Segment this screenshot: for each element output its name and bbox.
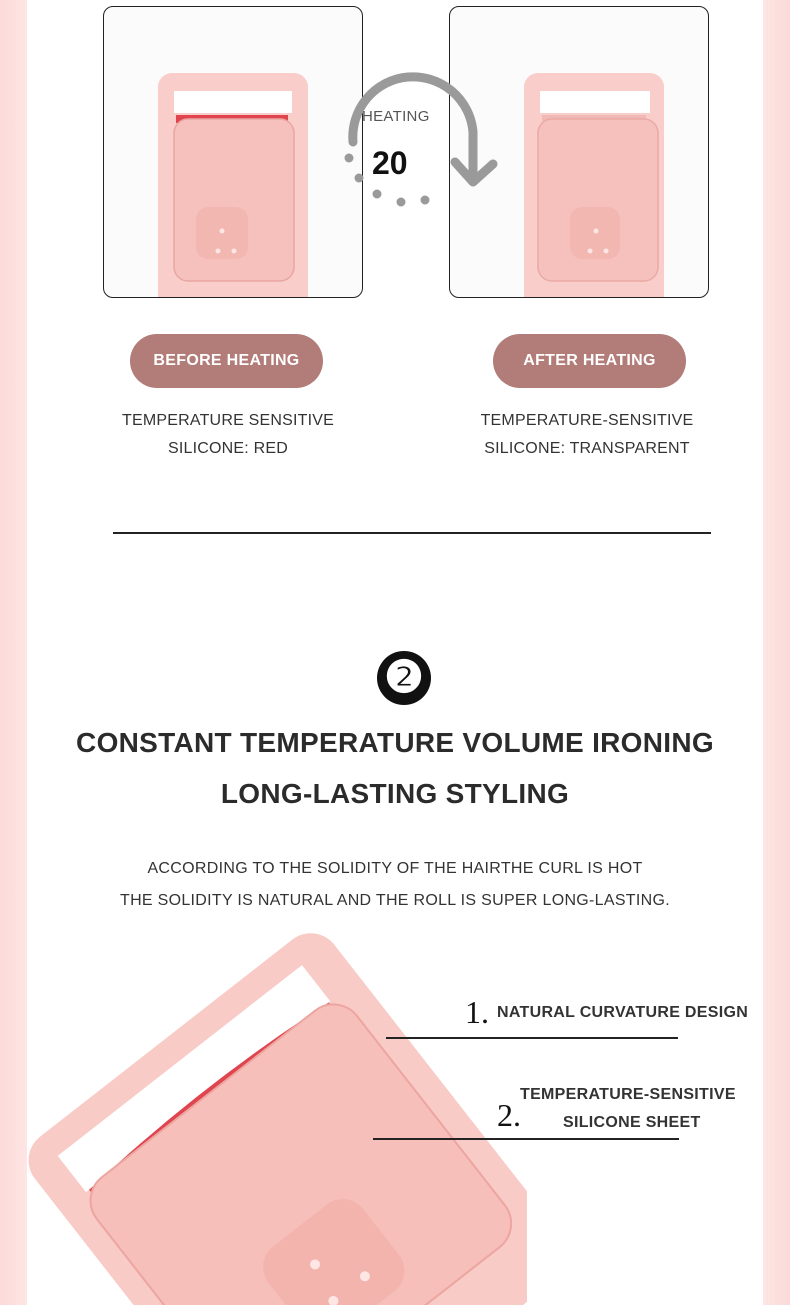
feature-1-text: NATURAL CURVATURE DESIGN [497,1004,749,1021]
before-caption-line1: TEMPERATURE SENSITIVE [122,412,334,429]
feature-2-number: 2. [497,1097,521,1133]
left-edge [0,0,27,1305]
before-caption-line2: SILICONE: RED [168,440,288,457]
step-number-badge: ❷ [377,651,431,705]
feature-2-text-line2: SILICONE SHEET [563,1114,701,1131]
feature-2-text-line1: TEMPERATURE-SENSITIVE [520,1086,736,1103]
feature-2-leader-line [373,1138,679,1140]
before-heating-photo [103,6,363,298]
after-caption-line1: TEMPERATURE-SENSITIVE [480,412,694,429]
before-heating-caption [88,407,368,463]
body-line2: THE SOLIDITY IS NATURAL AND THE ROLL IS SUPER LONG-LASTING. [120,892,670,909]
eyelash-curler-illustration [27,930,527,1305]
circular-arrow-icon [333,62,503,212]
before-heating-pill: BEFORE HEATING [130,334,323,388]
body-line1: ACCORDING TO THE SOLIDITY OF THE HAIRTHE CURL IS HOT [147,860,643,877]
feature-1-number: 1. [465,994,489,1030]
heating-label: HEATING [362,108,430,125]
after-caption-line2: SILICONE: TRANSPARENT [484,440,690,457]
headline-line2: LONG-LASTING STYLING [220,778,570,809]
heating-seconds: 20 [372,145,408,181]
right-edge [763,0,790,1305]
after-heating-caption [449,407,725,463]
headline-line1: CONSTANT TEMPERATURE VOLUME IRONING [76,727,714,758]
section-divider [113,532,711,534]
feature-1-leader-line [386,1037,678,1039]
after-heating-pill: AFTER HEATING [493,334,686,388]
